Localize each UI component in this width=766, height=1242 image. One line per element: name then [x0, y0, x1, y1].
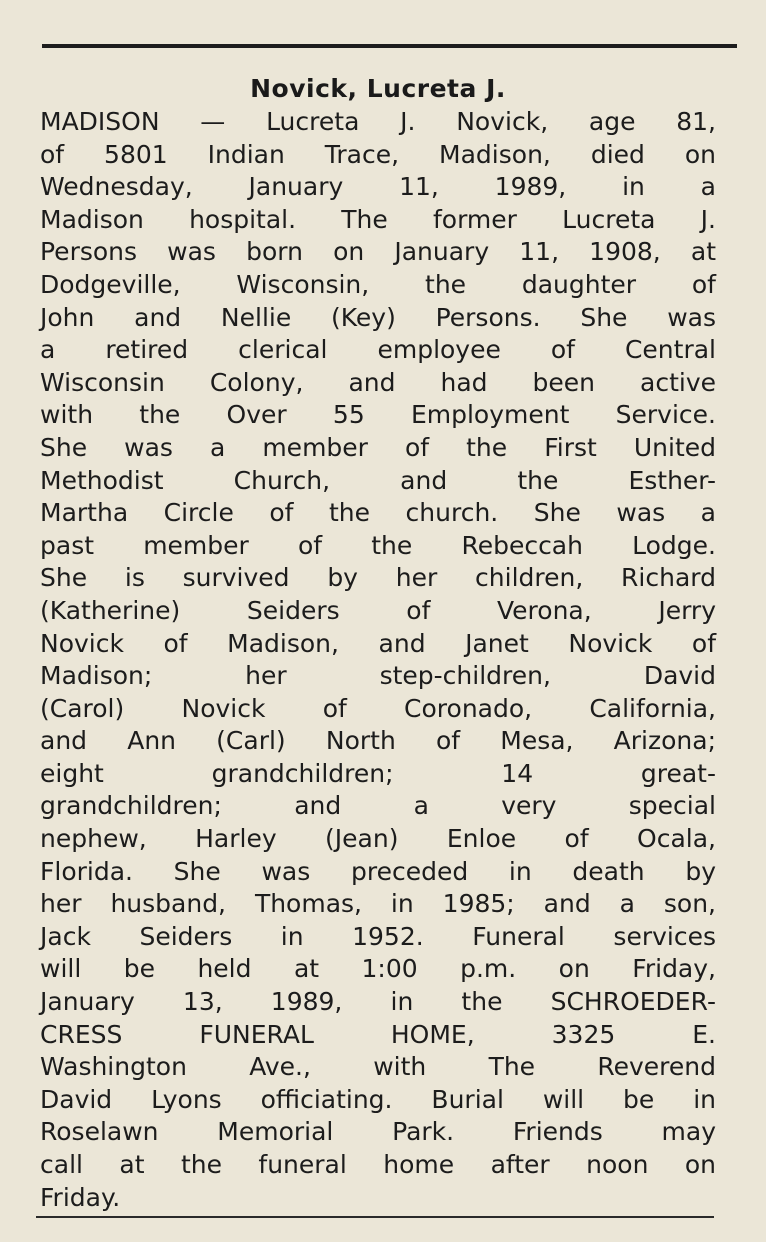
obituary-line: with the Over 55 Employment Service.	[40, 400, 716, 430]
obituary-line: call at the funeral home after noon on	[40, 1150, 716, 1179]
obituary-line: Persons was born on January 11, 1908, at	[40, 237, 716, 267]
obituary-line: Jack Seiders in 1952. Funeral services	[40, 921, 716, 951]
obituary-line: (Katherine) Seiders of Verona, Jerry	[40, 595, 716, 625]
top-rule	[42, 44, 737, 48]
obituary-line: Wisconsin Colony, and had been active	[40, 367, 716, 397]
obituary-line: and Ann (Carl) North of Mesa, Arizona;	[40, 726, 716, 756]
obituary-line: CRESS FUNERAL HOME, 3325 E.	[40, 1019, 716, 1049]
obituary-line: (Carol) Novick of Coronado, California,	[40, 693, 716, 723]
obituary-line: January 13, 1989, in the SCHROEDER-	[40, 987, 716, 1017]
obituary-line: Roselawn Memorial Park. Friends may	[40, 1117, 716, 1147]
obituary-line: Methodist Church, and the Esther-	[40, 465, 716, 495]
obituary-line: her husband, Thomas, in 1985; and a son,	[40, 889, 716, 919]
obituary-line: nephew, Harley (Jean) Enloe of Ocala,	[40, 824, 716, 854]
obituary-line: Dodgeville, Wisconsin, the daughter of	[40, 269, 716, 299]
bottom-rule	[36, 1216, 714, 1218]
obituary-line: will be held at 1:00 p.m. on Friday,	[40, 954, 716, 984]
obituary-line: Madison hospital. The former Lucreta J.	[40, 204, 716, 234]
obituary-line: past member of the Rebeccah Lodge.	[40, 530, 716, 560]
obituary-line: Washington Ave., with The Reverend	[40, 1052, 716, 1082]
obituary-line: Martha Circle of the church. She was a	[40, 498, 716, 528]
obituary-line: She was a member of the First United	[40, 432, 716, 462]
obituary-line: of 5801 Indian Trace, Madison, died on	[40, 139, 716, 169]
obituary-line: MADISON — Lucreta J. Novick, age 81,	[40, 107, 716, 136]
obituary-line: Novick of Madison, and Janet Novick of	[40, 628, 716, 658]
obituary-line: grandchildren; and a very special	[40, 791, 716, 821]
obituary-line: a retired clerical employee of Central	[40, 335, 716, 365]
obituary-body	[40, 106, 716, 1214]
obituary-line: Friday.	[40, 1182, 121, 1212]
obituary-line: Madison; her step-children, David	[40, 661, 716, 691]
obituary-line: Wednesday, January 11, 1989, in a	[40, 172, 716, 202]
obituary-line: David Lyons officiating. Burial will be in	[40, 1084, 716, 1114]
obituary-line: Florida. She was preceded in death by	[40, 856, 716, 886]
obituary-line: eight grandchildren; 14 great-	[40, 758, 716, 788]
obituary-heading: Novick, Lucreta J.	[250, 74, 506, 103]
obituary-line: She is survived by her children, Richard	[40, 563, 716, 593]
obituary-line: John and Nellie (Key) Persons. She was	[40, 302, 716, 332]
